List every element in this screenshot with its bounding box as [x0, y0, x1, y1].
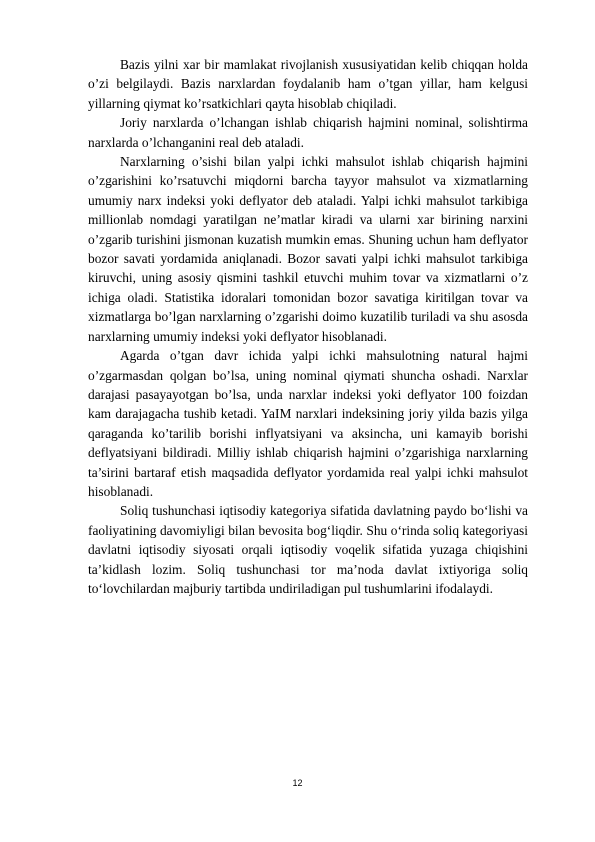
paragraph-deflator: Narxlarning o’sishi bilan yalpi ichki mahsulot ishlab chiqarish hajmini o’zgarishini ko’rsatuvchi miqdorni barcha tayyor mahsulot va xizmatlarning umumiy narx indeksi yoki deflyator deb ataladi. Yalpi ichki mahsulot tarkibiga millionlab nomdagi yaratilgan ne’matlar kiradi va ularni xar birining narxini o’zgarib turishini jismonan kuzatish mumkin emas. Shuning uchun ham deflyator bozor savati yordamida aniqlanadi. Bozor savati yalpi ichki mahsulot tarkibiga kiruvchi, uning asosiy qismini tashkil etuvchi muhim tovar va xizmatlarni o’z ichiga oladi. Statistika idoralari tomonidan bozor savatiga kiritilgan tovar va xizmatlarga bo’lgan narxlarning o’zgarishi doimo kuzatilib turiladi va shu asosda narxlarning umumiy indeksi yoki deflyator hisoblanadi. — [88, 154, 528, 344]
body-text — [88, 55, 528, 598]
paragraph-nominal-real: Joriy narxlarda o’lchangan ishlab chiqarish hajmini nominal, solishtirma narxlarda o’lchanganini real deb ataladi. — [88, 115, 528, 150]
paragraph-tax-concept: Soliq tushunchasi iqtisodiy kategoriya sifatida davlatning paydo bo‘lishi va faoliyatining davomiyligi bilan bevosita bog‘liqdir. Shu o‘rinda soliq kategoriyasi davlatni iqtisodiy siyosati orqali iqtisodiy voqelik sifatida yuzaga chiqishini ta’kidlash lozim. Soliq tushunchasi tor ma’noda davlat ixtiyoriga soliq to‘lovchilardan majburiy tartibda undiriladigan pul tushumlarini ifodalaydi. — [88, 503, 528, 596]
paragraph-inflation: Agarda o’tgan davr ichida yalpi ichki mahsulotning natural hajmi o’zgarmasdan qolgan bo’lsa, uning nominal qiymati shuncha oshadi. Narxlar darajasi pasayayotgan bo’lsa, unda narxlar indeksi yoki deflyator 100 foizdan kam darajagacha tushib ketadi. YaIM narxlari indeksining joriy yilda bazis yilga qaraganda ko’tarilib borishi inflyatsiyani va aksincha, uni kamayib borishi deflyatsiyani bildiradi. Milliy ishlab chiqarish hajmini o’zgarishiga narxlarning ta’sirini bartaraf etish maqsadida deflyator yordamida real yalpi ichki mahsulot hisoblanadi. — [88, 348, 528, 499]
page-number: 12 — [292, 778, 303, 788]
paragraph-base-year: Bazis yilni xar bir mamlakat rivojlanish xususiyatidan kelib chiqqan holda o’zi belgilaydi. Bazis narxlardan foydalanib ham o’tgan yillar, ham kelgusi yillarning qiymat ko’rsatkichlari qayta hisoblab chiqiladi. — [88, 57, 528, 111]
